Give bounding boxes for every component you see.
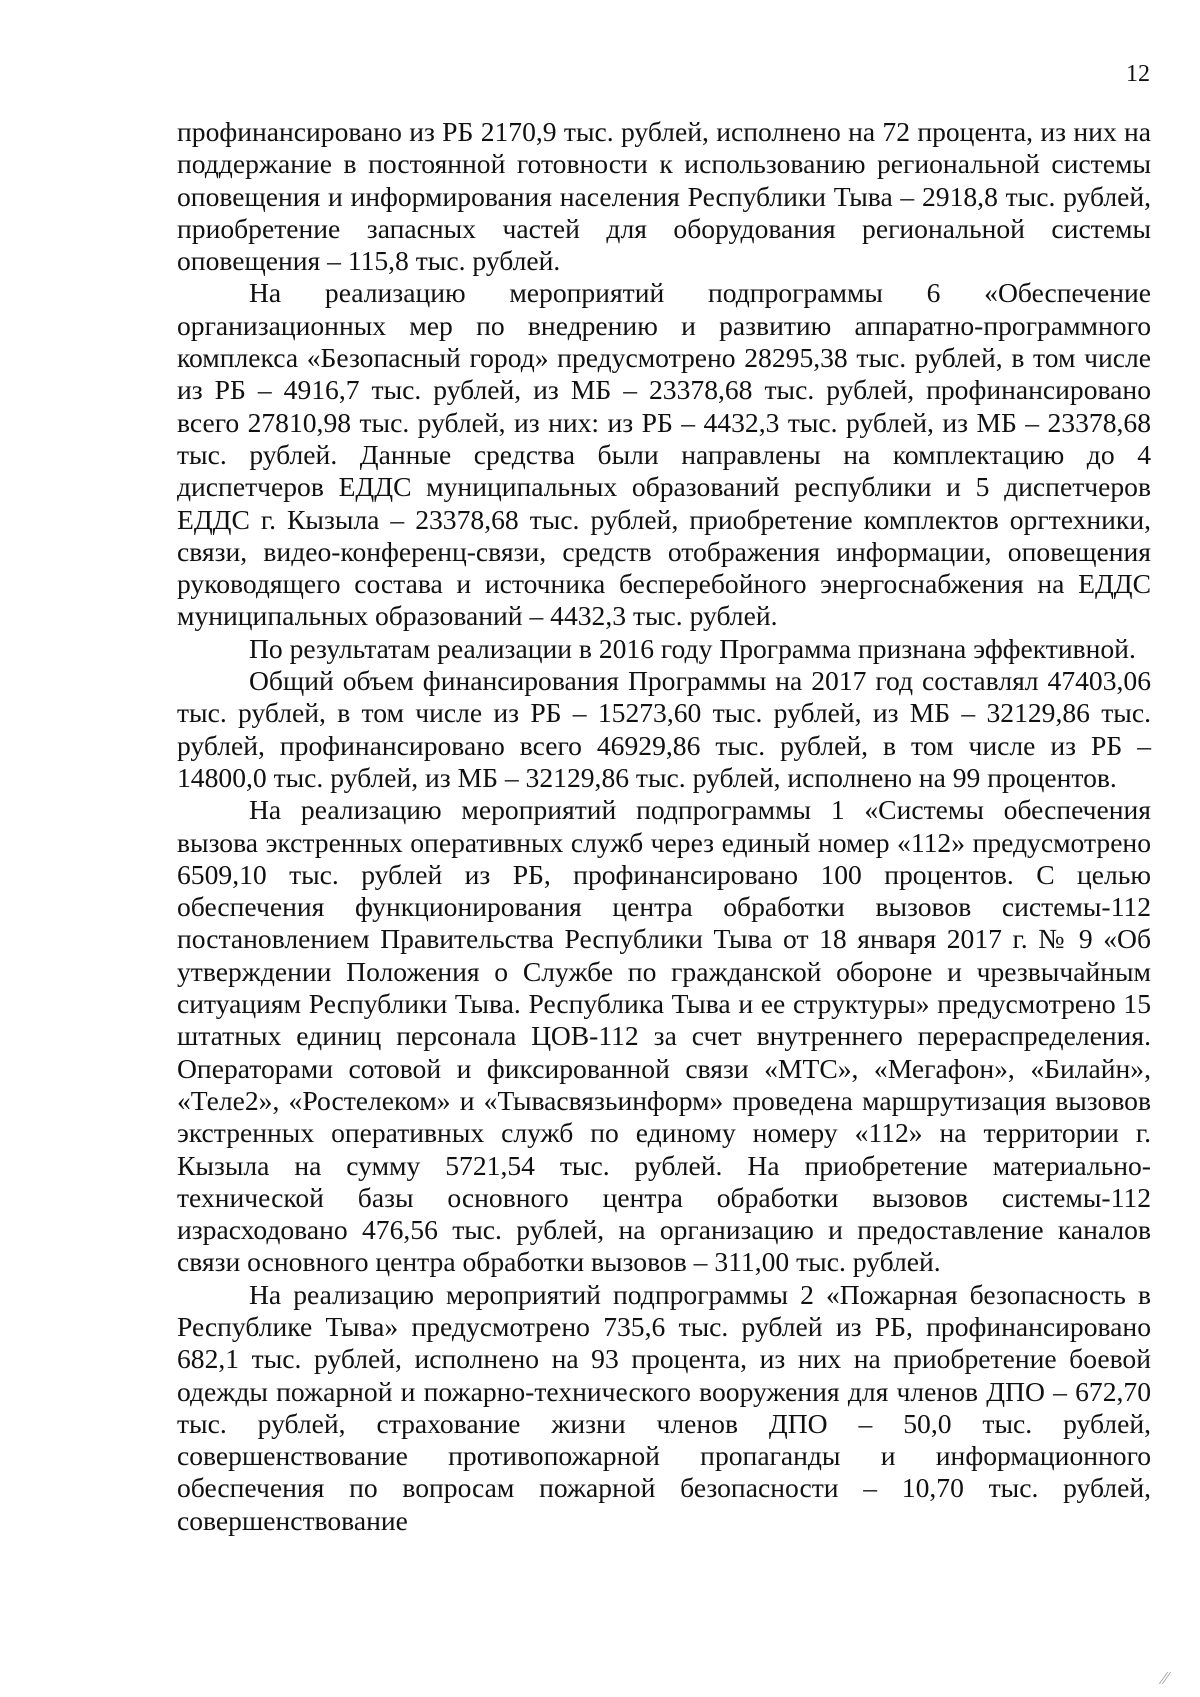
paragraph-subprogram-1: На реализацию мероприятий подпрограммы 1 «Системы обеспечения вызова экстренных оперативных служб через единый номер «112» предусмотрено 6509,10 тыс. рублей из РБ, профинансировано 100 процентов. С целью обеспечения функционирования центра обработки вызовов системы-112 постановлением Правительства Республики Тыва от 18 января 2017 г. № 9 «Об утверждении Положения о Службе по гражданской обороне и чрезвычайным ситуациям Республики Тыва. Республика Тыва и ее структуры» предусмотрено 15 штатных единиц персонала ЦОВ-112 за счет внутреннего перераспределения. Операторами сотовой и фиксированной связи «МТС», «Мегафон», «Билайн», «Теле2», «Ростелеком» и «Тывасвязьинформ» проведена маршрутизация вызовов экстренных оперативных служб по единому номеру «112» на территории г. Кызыла на сумму 5721,54 тыс. рублей. На приобретение материально-технической базы основного центра обработки вызовов системы-112 израсходовано 476,56 тыс. рублей, на организацию и предоставление каналов связи основного центра обработки вызовов – 311,00 тыс. рублей. <box>177 794 1151 1278</box>
document-body <box>177 116 1151 1537</box>
page-number: 12 <box>1126 61 1150 87</box>
paragraph-2016-result: По результатам реализации в 2016 году Программа признана эффективной. <box>249 632 1136 664</box>
corner-handwritten-mark: ⁄⁄ <box>1162 1668 1169 1688</box>
paragraph-2017-financing: Общий объем финансирования Программы на 2017 год составлял 47403,06 тыс. рублей, в том числе из РБ – 15273,60 тыс. рублей, из МБ – 32129,86 тыс. рублей, профинансировано всего 46929,86 тыс. рублей, в том числе из РБ – 14800,0 тыс. рублей, из МБ – 32129,86 тыс. рублей, исполнено на 99 процентов. <box>177 665 1151 793</box>
paragraph-subprogram-6: На реализацию мероприятий подпрограммы 6 «Обеспечение организационных мер по внедрению и развитию аппаратно-программного комплекса «Безопасный город» предусмотрено 28295,38 тыс. рублей, в том числе из РБ – 4916,7 тыс. рублей, из МБ – 23378,68 тыс. рублей, профинансировано всего 27810,98 тыс. рублей, из них: из РБ – 4432,3 тыс. рублей, из МБ – 23378,68 тыс. рублей. Данные средства были направлены на комплектацию до 4 диспетчеров ЕДДС муниципальных образований республики и 5 диспетчеров ЕДДС г. Кызыла – 23378,68 тыс. рублей, приобретение комплектов оргтехники, связи, видео-конференц-связи, средств отображения информации, оповещения руководящего состава и источника бесперебойного энергоснабжения на ЕДДС муниципальных образований – 4432,3 тыс. рублей. <box>177 277 1151 632</box>
paragraph-continuation: профинансировано из РБ 2170,9 тыс. рублей, исполнено на 72 процента, из них на поддержание в постоянной готовности к использованию региональной системы оповещения и информирования населения Республики Тыва – 2918,8 тыс. рублей, приобретение запасных частей для оборудования региональной системы оповещения – 115,8 тыс. рублей. <box>177 116 1151 277</box>
paragraph-subprogram-2: На реализацию мероприятий подпрограммы 2 «Пожарная безопасность в Республике Тыва» предусмотрено 735,6 тыс. рублей из РБ, профинансировано 682,1 тыс. рублей, исполнено на 93 процента, из них на приобретение боевой одежды пожарной и пожарно-технического вооружения для членов ДПО – 672,70 тыс. рублей, страхование жизни членов ДПО – 50,0 тыс. рублей, совершенствование противопожарной пропаганды и информационного обеспечения по вопросам пожарной безопасности – 10,70 тыс. рублей, совершенствование <box>177 1278 1151 1536</box>
